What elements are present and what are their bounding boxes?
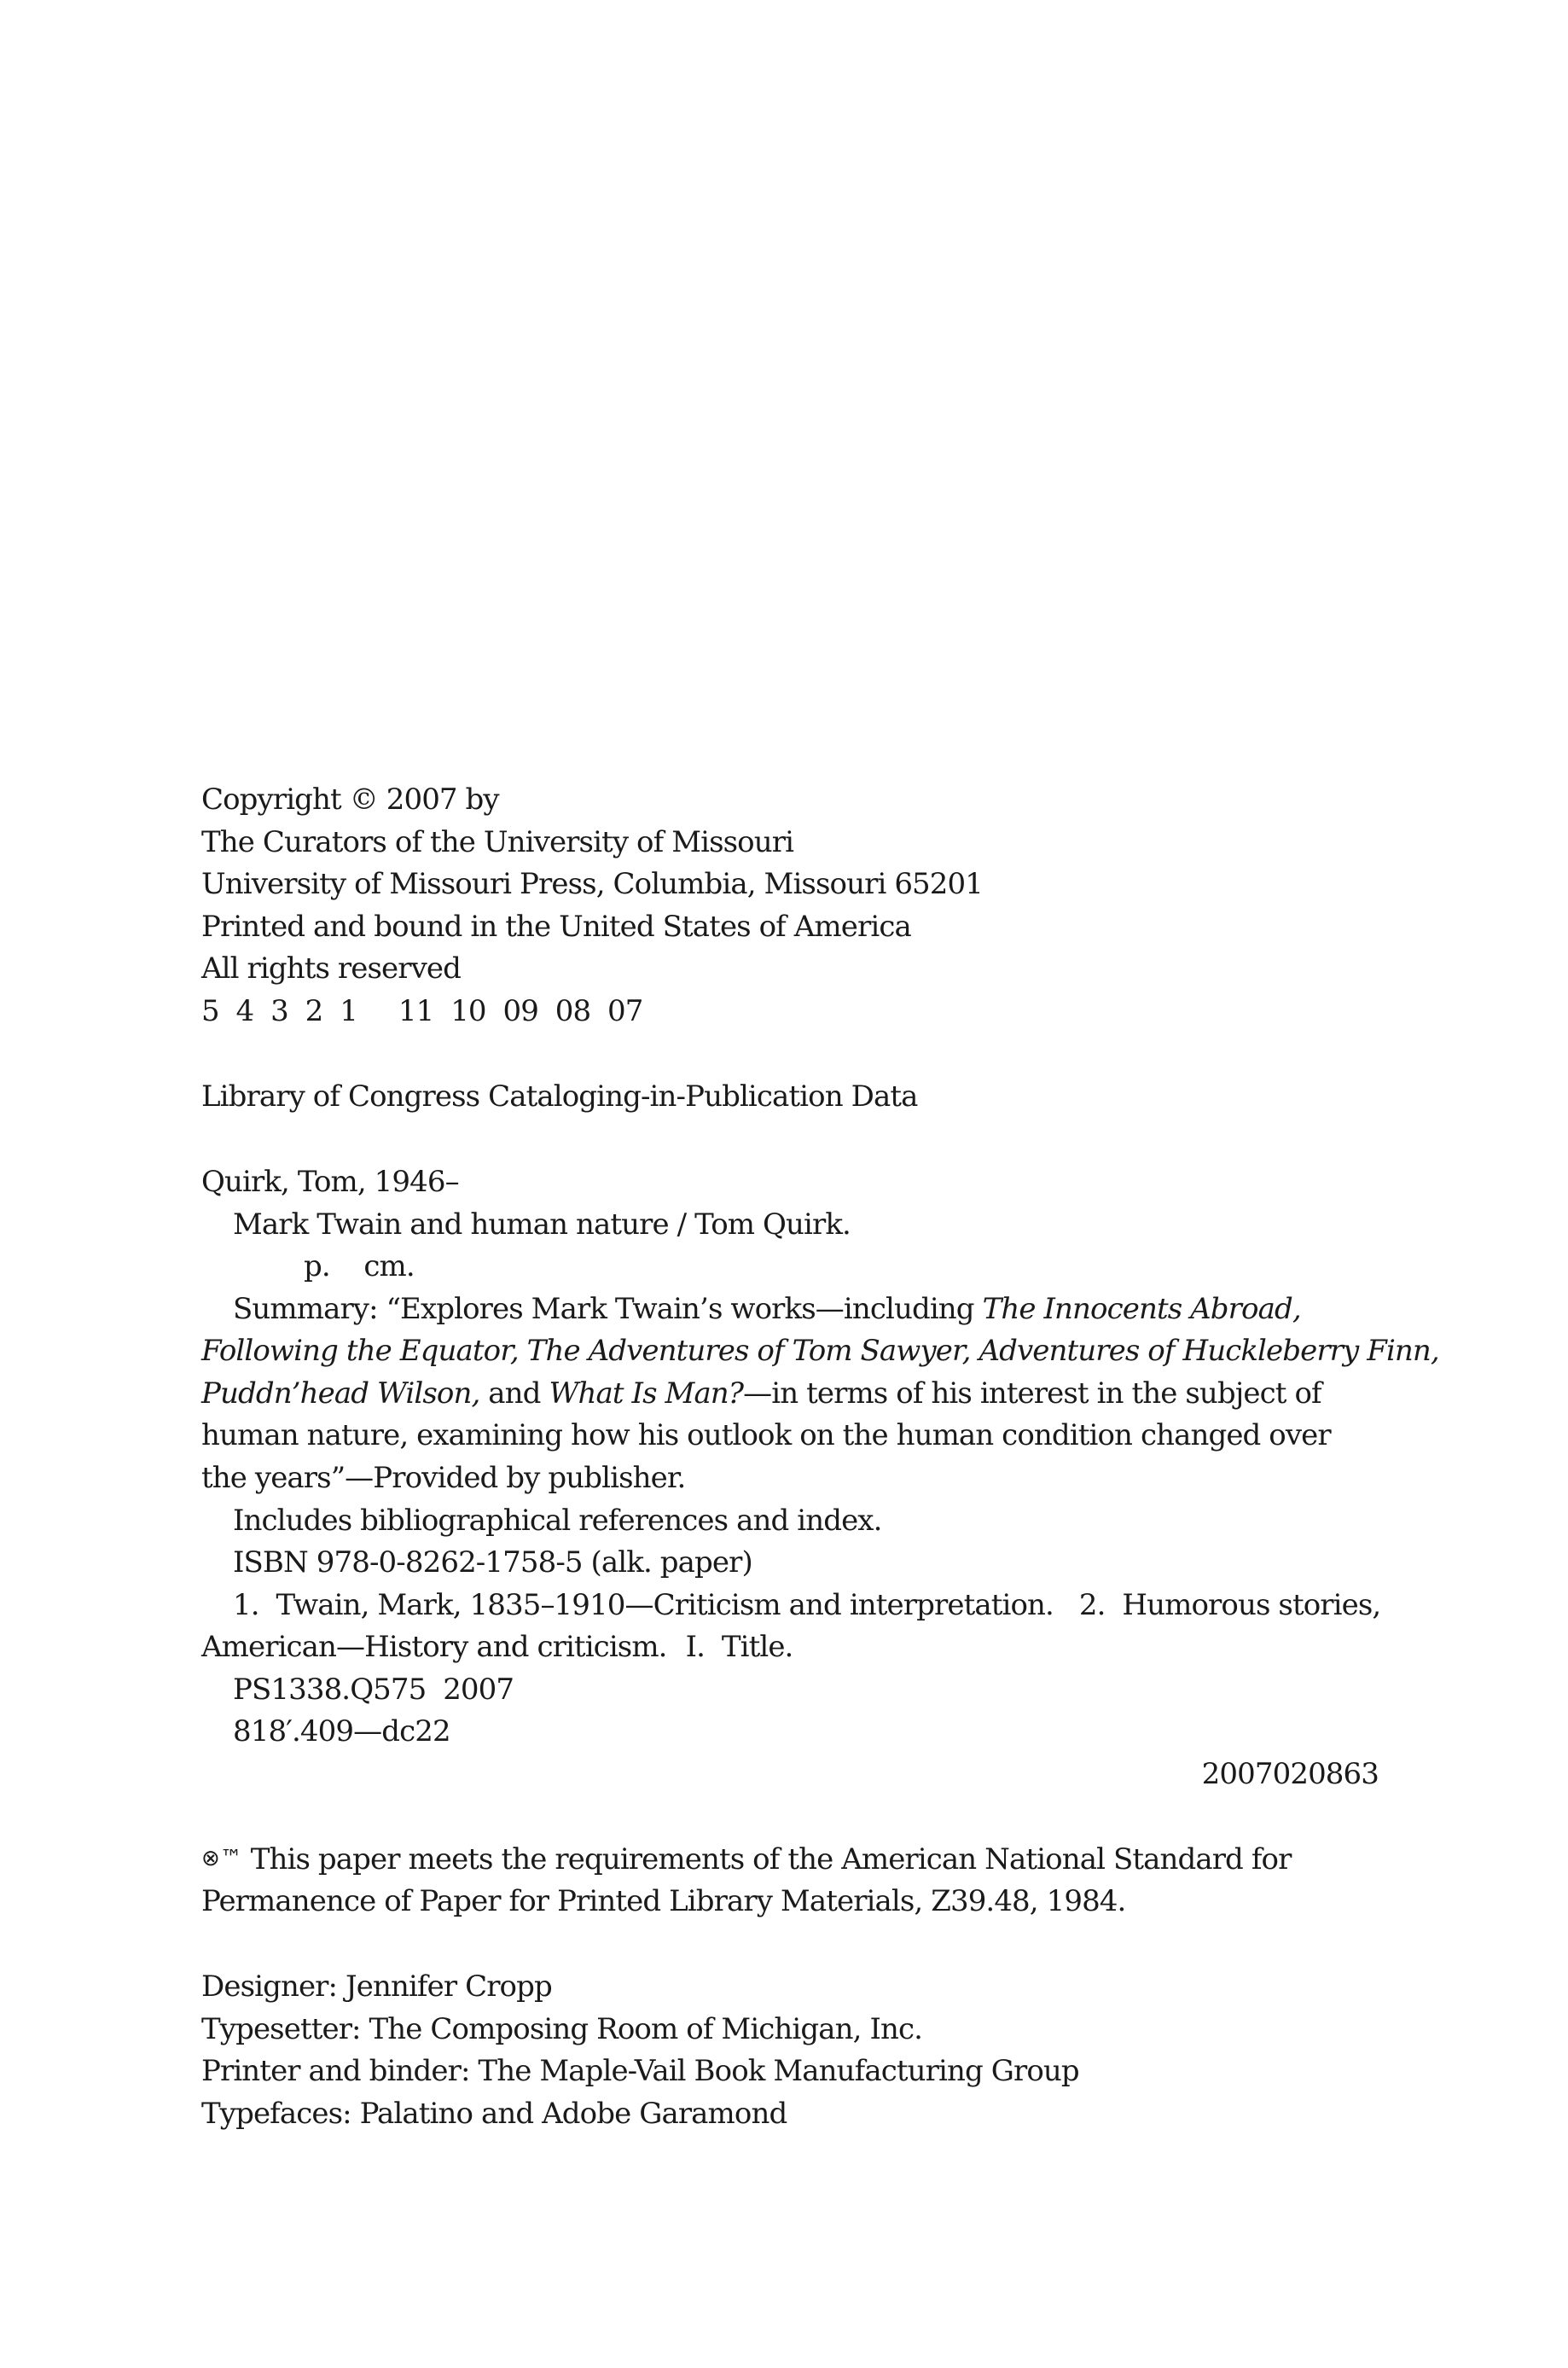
credit-typefaces: Typefaces: Palatino and Adobe Garamond xyxy=(201,2097,787,2131)
cip-lc-class: PS1338.Q575 2007 xyxy=(233,1673,514,1707)
subject-2: 2. Humorous stories, xyxy=(1078,1588,1381,1622)
credit-designer: Designer: Jennifer Cropp xyxy=(201,1969,552,2004)
publisher-address: University of Missouri Press, Columbia, Missouri 65201 xyxy=(201,867,983,901)
subject-cont: American—History and criticism. xyxy=(201,1630,667,1664)
work-title: The Innocents Abroad, xyxy=(982,1292,1301,1326)
subject-1: 1. Twain, Mark, 1835–1910—Criticism and interpretation. xyxy=(233,1588,1054,1622)
cip-author: Quirk, Tom, 1946– xyxy=(201,1165,459,1199)
cip-summary-line-3 xyxy=(201,1373,1321,1416)
cip-summary-line-5: the years”—Provided by publisher. xyxy=(201,1461,686,1495)
title-entry: I. Title. xyxy=(685,1630,793,1664)
cip-isbn: ISBN 978-0-8262-1758-5 (alk. paper) xyxy=(233,1545,752,1580)
copyright-holder: The Curators of the University of Missouri xyxy=(201,825,794,859)
cip-bibliography: Includes bibliographical references and index. xyxy=(233,1504,882,1538)
cip-heading: Library of Congress Cataloging-in-Publication Data xyxy=(201,1079,918,1114)
impression-numbers: 5 4 3 2 1 xyxy=(201,994,357,1028)
copyright-page xyxy=(201,0,1439,2368)
cip-subjects xyxy=(233,1585,1380,1627)
printed-in: Printed and bound in the United States of America xyxy=(201,910,911,944)
paper-line-1 xyxy=(201,1839,1291,1884)
cip-dewey: 818′.409—dc22 xyxy=(233,1714,450,1748)
summary-and: and xyxy=(479,1376,549,1411)
cip-title: Mark Twain and human nature / Tom Quirk. xyxy=(233,1207,851,1242)
work-title: What Is Man? xyxy=(549,1376,744,1411)
summary-lead: Summary: “Explores Mark Twain’s works—including xyxy=(233,1292,983,1326)
summary-text: —in terms of his interest in the subject of xyxy=(743,1376,1321,1411)
work-titles: Following the Equator, The Adventures of Tom Sawyer, Adventures of Huckleberry Finn, xyxy=(201,1334,1439,1368)
cip-summary-line-4: human nature, examining how his outlook on the human condition changed over xyxy=(201,1418,1331,1452)
cip-summary-line-2 xyxy=(201,1330,1439,1373)
credit-typesetter: Typesetter: The Composing Room of Michigan, Inc. xyxy=(201,2012,923,2046)
cip-subjects-cont xyxy=(201,1626,793,1669)
paper-text: This paper meets the requirements of the American National Standard for xyxy=(250,1842,1292,1876)
cip-lccn: 2007020863 xyxy=(1201,1757,1379,1791)
printing-line xyxy=(201,991,643,1033)
credit-printer: Printer and binder: The Maple-Vail Book Manufacturing Group xyxy=(201,2054,1079,2088)
cip-physical: p. cm. xyxy=(304,1249,415,1283)
year-numbers: 11 10 09 08 07 xyxy=(398,994,643,1028)
permanent-paper-icon: ⊗™ xyxy=(201,1846,242,1871)
work-title: Puddn’head Wilson, xyxy=(201,1376,480,1411)
rights-reserved: All rights reserved xyxy=(201,951,462,986)
copyright-line: Copyright © 2007 by xyxy=(201,783,499,817)
cip-summary-line-1 xyxy=(233,1289,1301,1331)
paper-line-2: Permanence of Paper for Printed Library Materials, Z39.48, 1984. xyxy=(201,1884,1126,1918)
